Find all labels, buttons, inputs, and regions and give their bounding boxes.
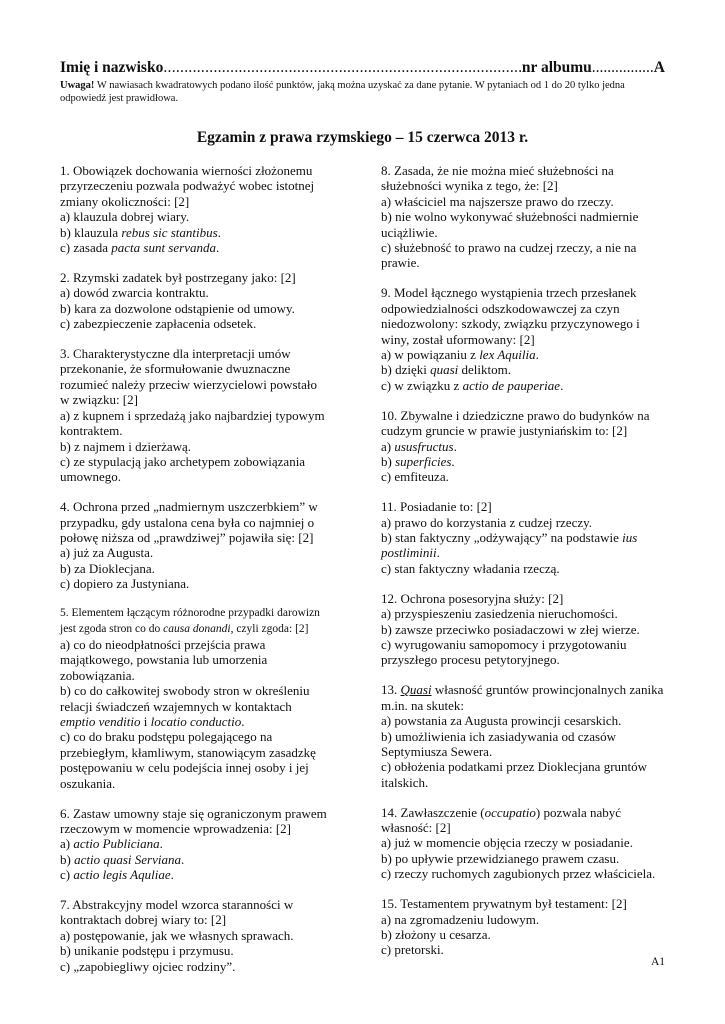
question-item [60, 606, 328, 791]
answer-option[interactable]: c) „zapobiegliwy ojciec rodziny”. [60, 958, 236, 974]
answer-option[interactable]: c) dopiero za Justyniana. [60, 576, 190, 592]
question-stem: 2. Rzymski zadatek był postrzegany jako: [2] [60, 269, 296, 285]
answer-option[interactable]: b) po upływie przewidzianego prawem czasu. [381, 850, 620, 866]
name-label: Imię i nazwisko [60, 59, 164, 76]
warning-note [60, 79, 665, 105]
questions-columns [60, 163, 665, 989]
answer-option[interactable]: b) unikanie podstępu i przymusu. [60, 943, 234, 959]
answer-option[interactable]: c) służebność to prawo na cudzej rzeczy, a nie na prawie. [381, 240, 637, 271]
question-stem: 14. Zawłaszczenie (occupatio) pozwala nabyć własność: [2] [381, 804, 622, 836]
answer-option[interactable]: c) w związku z actio de pauperiae. [381, 377, 564, 393]
answer-option[interactable]: b) za Dioklecjana. [60, 560, 155, 576]
exam-title: Egzamin z prawa rzymskiego – 15 czerwca 2013 r. [196, 129, 529, 146]
question-item [60, 806, 328, 883]
warning-text: W nawiasach kwadratowych podano ilość punktów, jaką można uzyskać za dane pytanie. W pytaniach od 1 do 20 tylko jedna odpowiedź jest prawidłowa. [60, 80, 625, 104]
album-fill-line[interactable] [592, 58, 654, 78]
question-stem: 4. Ochrona przed „nadmiernym uszczerbkiem” w przypadku, gdy ustalona cena była co najmniej o połowę niższa od „prawdziwej” pojawiła się: [2] [60, 499, 318, 546]
exam-page [60, 58, 665, 989]
question-item [60, 897, 328, 974]
question-item [381, 499, 665, 576]
answer-option[interactable]: c) actio legis Aquliae. [60, 867, 174, 883]
answer-option[interactable]: a) postępowanie, jak we własnych sprawach. [60, 927, 294, 943]
question-stem: 9. Model łącznego wystąpienia trzech przesłanek odpowiedzialności odszkodowawczej za czyn niedozwolony: szkody, związku przyczynowego i winy, został uformowany: [2] [381, 285, 640, 347]
answer-option[interactable]: b) superficies. [381, 453, 455, 469]
answer-option[interactable]: a) już w momencie objęcia rzeczy w posiadanie. [381, 835, 633, 851]
answer-option[interactable]: c) emfiteuza. [381, 469, 449, 485]
question-stem: 13. Quasi własność gruntów prowincjonalnych zanika m.in. na skutek: [381, 682, 664, 713]
answer-option[interactable]: b) złożony u cesarza. [381, 926, 491, 942]
question-item [381, 591, 665, 668]
answer-option[interactable]: a) ususfructus. [381, 438, 457, 454]
name-line [60, 58, 665, 78]
question-item [381, 408, 665, 485]
album-label: nr albumu [521, 59, 592, 76]
answer-option[interactable]: a) powstania za Augusta prowincji cesarskich. [381, 713, 622, 729]
question-item [381, 285, 665, 393]
answer-option[interactable]: b) umożliwienia ich zasiadywania od czasów Septymiusza Sewera. [381, 728, 616, 759]
answer-option[interactable]: a) klauzula dobrej wiary. [60, 209, 190, 225]
answer-option[interactable]: c) pretorski. [381, 942, 444, 958]
answer-option[interactable]: c) zabezpieczenie zapłacenia odsetek. [60, 316, 257, 332]
answer-option[interactable]: c) obłożenia podatkami przez Dioklecjana gruntów italskich. [381, 759, 648, 790]
question-item [60, 163, 328, 255]
group-letter: A [653, 59, 665, 76]
answer-option[interactable]: a) już za Augusta. [60, 545, 154, 561]
question-item [381, 682, 665, 790]
answer-option[interactable]: b) zawsze przeciwko posiadaczowi w złej wierze. [381, 621, 640, 637]
name-fill-line[interactable] [163, 58, 522, 78]
answer-option[interactable]: b) kara za dozwolone odstąpienie od umowy. [60, 300, 295, 316]
question-item [381, 163, 665, 271]
answer-option[interactable]: b) stan faktyczny „odżywający” na podstawie ius postliminii. [381, 530, 638, 561]
answer-option[interactable]: b) dzięki quasi deliktom. [381, 362, 511, 378]
question-item [381, 805, 665, 882]
question-stem: 10. Zbywalne i dziedziczne prawo do budynków na cudzym gruncie w prawie justyniańskim to: [2] [381, 407, 650, 439]
question-stem: 3. Charakterystyczne dla interpretacji umów przekonanie, że sformułowanie dwuznaczne rozumieć należy przeciw wierzycielowi powstało w związku: [2] [60, 346, 317, 408]
page-code: A1 [650, 956, 665, 968]
question-stem: 5. Elementem łączącym różnorodne przypadki darowizn jest zgoda stron co do causa donandi, czyli zgoda: [2] [60, 607, 320, 635]
answer-option[interactable]: a) w powiązaniu z lex Aquilia. [381, 346, 539, 362]
question-item [381, 896, 665, 958]
answer-option[interactable]: c) ze stypulacją jako archetypem zobowiązania umownego. [60, 453, 306, 485]
answer-option[interactable]: b) z najmem i dzierżawą. [60, 438, 192, 454]
answer-option[interactable]: c) wyrugowaniu samopomocy i przygotowaniu przyszłego procesu petytoryjnego. [381, 636, 627, 668]
answer-option[interactable]: a) actio Publiciana. [60, 836, 163, 852]
left-column [60, 163, 328, 989]
question-stem: 6. Zastaw umowny staje się ograniczonym prawem rzeczowym w momencie wprowadzenia: [2] [60, 805, 327, 836]
answer-option[interactable]: a) z kupnem i sprzedażą jako najbardziej typowym kontraktem. [60, 407, 325, 439]
answer-option[interactable]: a) przyspieszeniu zasiedzenia nieruchomości. [381, 606, 618, 622]
question-item [60, 346, 328, 485]
question-item [60, 499, 328, 591]
answer-option[interactable]: a) dowód zwarcia kontraktu. [60, 285, 209, 301]
question-stem: 12. Ochrona posesoryjna służy: [2] [381, 590, 564, 606]
answer-option[interactable]: b) actio quasi Serviana. [60, 851, 185, 867]
answer-option[interactable]: c) co do braku podstępu polegającego na przebiegłym, kłamliwym, stanowiącym zasadzkę postępowaniu w celu podejścia innej osoby i jej oszukania. [60, 729, 316, 791]
question-stem: 11. Posiadanie to: [2] [381, 499, 492, 515]
answer-option[interactable]: a) na zgromadzeniu ludowym. [381, 911, 540, 927]
answer-option[interactable]: c) stan faktyczny władania rzeczą. [381, 560, 560, 576]
answer-option[interactable]: c) rzeczy ruchomych zagubionych przez właściciela. [381, 866, 656, 882]
question-stem: 1. Obowiązek dochowania wierności złożonemu przyrzeczeniu pozwala podważyć wobec istotnej zmiany okoliczności: [2] [60, 163, 315, 209]
answer-option[interactable]: c) zasada pacta sunt servanda. [60, 240, 220, 256]
right-column [381, 163, 665, 989]
answer-option[interactable]: a) co do nieodpłatności przejścia prawa majątkowego, powstania lub umorzenia zobowiązania. [60, 636, 268, 683]
answer-option[interactable]: a) prawo do korzystania z cudzej rzeczy. [381, 514, 593, 530]
question-stem: 8. Zasada, że nie można mieć służebności na służebności wynika z tego, że: [2] [381, 163, 614, 194]
answer-option[interactable]: b) klauzula rebus sic stantibus. [60, 224, 221, 240]
answer-option[interactable]: a) właściciel ma najszersze prawo do rzeczy. [381, 193, 614, 209]
answer-option[interactable]: b) nie wolno wykonywać służebności nadmiernie uciążliwie. [381, 209, 639, 240]
question-stem: 7. Abstrakcyjny model wzorca staranności w kontraktach dobrej wiary to: [2] [60, 897, 294, 928]
warning-label: Uwaga! [60, 80, 95, 91]
question-item [60, 270, 328, 332]
question-stem: 15. Testamentem prywatnym był testament: [2] [381, 896, 627, 912]
answer-option[interactable]: b) co do całkowitej swobody stron w określeniu relacji świadczeń wzajemnych w kontaktach emptio venditio i locatio conductio. [60, 683, 310, 729]
